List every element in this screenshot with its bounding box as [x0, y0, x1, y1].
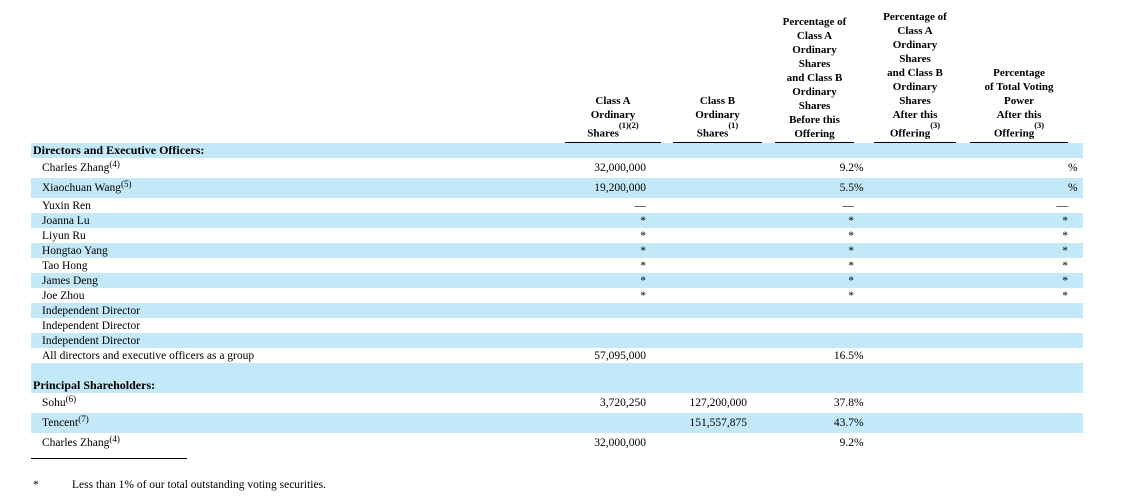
pct-before-offering-cell-unit: % [854, 397, 864, 409]
table-row [31, 288, 1083, 303]
pct-after-offering-cell [869, 433, 956, 453]
class-a-shares-cell-value: * [640, 229, 646, 242]
column-header-line: Shares [899, 95, 931, 108]
table-row [31, 273, 1083, 288]
column-header-line: Shares [798, 100, 831, 112]
footnote-reference: (5) [121, 179, 132, 189]
pct-after-offering-cell [869, 413, 956, 433]
pct-voting-power-cell [956, 243, 1083, 258]
class-b-shares-cell [661, 243, 762, 258]
column-header-pct-voting-power [956, 66, 1083, 143]
pct-before-offering-cell-value: 9.2 [839, 437, 854, 449]
table-row [31, 433, 1083, 453]
class-b-shares-cell [661, 348, 762, 363]
footnote-reference: (3) [1034, 120, 1045, 131]
pct-voting-power-cell [956, 213, 1083, 228]
shareholder-name-label: Independent Director [42, 304, 141, 317]
pct-before-offering-cell-value: 5.5 [839, 182, 854, 194]
pct-voting-power-cell [956, 273, 1083, 288]
class-b-shares-cell [661, 363, 762, 378]
shareholder-name-label: Charles Zhang [42, 162, 110, 174]
table-row [31, 213, 1083, 228]
class-b-shares-cell [661, 378, 762, 393]
class-b-shares-cell [661, 393, 762, 413]
shareholder-name-label: Independent Director [42, 334, 141, 347]
table-row [31, 303, 1083, 318]
class-b-shares-cell [661, 258, 762, 273]
column-header-line: Ordinary [792, 44, 837, 56]
class-a-shares-cell [561, 288, 661, 303]
class-a-shares-cell [561, 228, 661, 243]
pct-voting-power-cell [956, 178, 1083, 198]
class-a-shares-cell [561, 143, 661, 158]
pct-after-offering-cell [869, 333, 956, 348]
column-header-line: Ordinary [590, 109, 636, 122]
column-header-line: Class A [897, 25, 933, 38]
pct-voting-power-cell [956, 318, 1083, 333]
class-a-shares-cell [561, 363, 661, 378]
column-header-class-a-shares [561, 94, 661, 143]
table-row [31, 198, 1083, 213]
column-header-line: Offering [794, 128, 835, 140]
pct-voting-power-cell [956, 143, 1083, 158]
pct-before-offering-cell [762, 258, 869, 273]
class-a-shares-cell-value: * [640, 274, 646, 287]
pct-before-offering-cell [762, 228, 869, 243]
pct-after-offering-cell [869, 143, 956, 158]
column-header-line: Shares [798, 58, 831, 70]
class-b-shares-cell [661, 143, 762, 158]
column-header-pct-after-offering [869, 10, 956, 143]
shareholder-name-label: Sohu [42, 397, 66, 409]
pct-before-offering-cell [762, 433, 869, 453]
table-row [31, 413, 1083, 433]
shareholder-name-label: Joe Zhou [42, 289, 85, 302]
class-a-shares-cell-value: 32,000,000 [594, 162, 646, 174]
footnote-separator-line [31, 458, 187, 459]
pct-before-offering-cell-unit: % [854, 349, 864, 362]
section-header-row [31, 143, 1083, 158]
pct-voting-power-cell [956, 258, 1083, 273]
shareholder-name-label: Independent Director [42, 319, 141, 332]
pct-before-offering-cell [762, 158, 869, 178]
pct-before-offering-cell [762, 198, 869, 213]
pct-voting-power-cell [956, 413, 1083, 433]
class-a-shares-cell [561, 258, 661, 273]
column-header-line: Percentage of [782, 16, 847, 28]
column-header-line: Ordinary [792, 86, 837, 98]
footnote [33, 479, 1122, 491]
pct-voting-power-cell-value: * [1062, 244, 1068, 257]
shareholder-name-label: Yuxin Ren [42, 199, 91, 212]
class-a-shares-cell [561, 273, 661, 288]
pct-after-offering-cell [869, 198, 956, 213]
class-a-shares-cell [561, 433, 661, 453]
pct-after-offering-cell [869, 213, 956, 228]
class-b-shares-cell [661, 273, 762, 288]
pct-voting-power-cell [956, 363, 1083, 378]
pct-before-offering-cell-value: 37.8 [833, 397, 854, 409]
class-b-shares-cell-value: 127,200,000 [689, 397, 747, 409]
class-b-shares-cell [661, 178, 762, 198]
footnote-text: Less than 1% of our total outstanding voting securities. [72, 479, 326, 491]
shareholder-name-label: James Deng [42, 274, 98, 287]
pct-after-offering-cell [869, 393, 956, 413]
pct-before-offering-cell-value: 43.7 [833, 417, 854, 429]
class-b-shares-cell-value: 151,557,875 [689, 417, 747, 429]
section-title [31, 143, 561, 158]
pct-before-offering-cell [762, 243, 869, 258]
class-b-shares-cell [661, 333, 762, 348]
column-header-line: and Class B [887, 67, 943, 80]
pct-before-offering-cell-unit: % [854, 162, 864, 174]
pct-before-offering-cell [762, 413, 869, 433]
pct-before-offering-cell-value: — [842, 199, 854, 212]
class-b-shares-cell [661, 303, 762, 318]
column-header-line: After this [996, 109, 1042, 122]
table-row [31, 158, 1083, 178]
pct-after-offering-cell [869, 158, 956, 178]
column-header-line: Power [1004, 95, 1034, 108]
pct-voting-power-cell-value: * [1062, 274, 1068, 287]
class-a-shares-cell [561, 413, 661, 433]
table-row [31, 333, 1083, 348]
table-row [31, 393, 1083, 413]
pct-voting-power-cell [956, 158, 1083, 178]
column-header-line: Class A [796, 30, 833, 42]
pct-before-offering-cell-value: 9.2 [839, 162, 854, 174]
pct-before-offering-cell [762, 378, 869, 393]
pct-before-offering-cell [762, 143, 869, 158]
shareholder-name-label: Directors and Executive Officers: [33, 143, 205, 157]
class-a-shares-cell [561, 243, 661, 258]
class-a-shares-cell [561, 348, 661, 363]
class-a-shares-cell-value: 19,200,000 [594, 182, 646, 194]
pct-before-offering-cell-value: * [848, 259, 854, 272]
shareholder-name [31, 433, 561, 453]
pct-after-offering-cell [869, 318, 956, 333]
class-a-shares-cell [561, 158, 661, 178]
table-body [31, 143, 1083, 453]
pct-voting-power-cell-value: * [1062, 229, 1068, 242]
class-b-shares-cell [661, 318, 762, 333]
column-header-line: Offering$^{(3)}$ [889, 120, 941, 140]
pct-voting-power-cell [956, 433, 1083, 453]
pct-before-offering-cell-unit: % [854, 437, 864, 449]
pct-before-offering-cell [762, 318, 869, 333]
class-a-shares-cell-value: 32,000,000 [594, 437, 646, 449]
beneficial-ownership-table [31, 0, 1083, 453]
class-a-shares-cell [561, 178, 661, 198]
table-row [31, 243, 1083, 258]
class-a-shares-cell-value: * [640, 289, 646, 302]
pct-voting-power-cell [956, 333, 1083, 348]
column-header-line: Ordinary [695, 109, 740, 122]
class-b-shares-cell [661, 198, 762, 213]
shareholder-name [31, 178, 561, 198]
column-header-line: After this [892, 109, 938, 122]
pct-voting-power-cell-value: * [1062, 289, 1068, 302]
column-header-line: Class A [595, 95, 631, 108]
class-a-shares-cell [561, 213, 661, 228]
class-a-shares-cell [561, 333, 661, 348]
shareholder-name-label: Hongtao Yang [42, 244, 108, 257]
shareholder-name [31, 213, 561, 228]
class-b-shares-cell [661, 158, 762, 178]
pct-before-offering-cell-value: * [848, 289, 854, 302]
shareholder-name [31, 303, 561, 318]
pct-before-offering-cell [762, 363, 869, 378]
pct-voting-power-cell-value: — [1056, 199, 1068, 212]
footnote-reference: (1) [728, 120, 739, 131]
pct-after-offering-cell [869, 378, 956, 393]
class-a-shares-cell-value: 57,095,000 [594, 349, 646, 362]
column-header-line: Percentage of [883, 11, 947, 24]
shareholder-name-label: Charles Zhang [42, 437, 110, 449]
column-header-line: and Class B [786, 72, 843, 84]
shareholder-name [31, 243, 561, 258]
column-header-line: Class B [699, 95, 736, 108]
shareholder-name [31, 258, 561, 273]
pct-voting-power-cell [956, 378, 1083, 393]
shareholder-name [31, 318, 561, 333]
shareholder-name [31, 228, 561, 243]
class-b-shares-cell [661, 433, 762, 453]
table-row [31, 348, 1083, 363]
class-a-shares-cell-value: * [640, 214, 646, 227]
pct-before-offering-cell [762, 348, 869, 363]
pct-before-offering-cell [762, 333, 869, 348]
class-b-shares-cell [661, 288, 762, 303]
pct-before-offering-cell-value: * [848, 229, 854, 242]
class-a-shares-cell-value: — [634, 199, 646, 212]
footnote-reference: (4) [109, 159, 120, 169]
class-a-shares-cell-value: 3,720,250 [600, 397, 646, 409]
pct-after-offering-cell [869, 178, 956, 198]
shareholder-name [31, 158, 561, 178]
shareholder-name [31, 273, 561, 288]
table-row [31, 318, 1083, 333]
shareholder-name [31, 348, 561, 363]
column-header-line: of Total Voting [984, 81, 1054, 94]
table-row [31, 258, 1083, 273]
pct-before-offering-cell [762, 213, 869, 228]
pct-voting-power-cell [956, 393, 1083, 413]
column-header-line: Percentage [993, 67, 1045, 80]
shareholder-name-label: Principal Shareholders: [33, 378, 156, 392]
class-b-shares-cell [661, 213, 762, 228]
pct-after-offering-cell [869, 363, 956, 378]
pct-after-offering-cell [869, 288, 956, 303]
pct-after-offering-cell [869, 273, 956, 288]
table-header-row [31, 0, 1083, 143]
pct-voting-power-cell-unit: % [1068, 182, 1078, 194]
class-a-shares-cell-value: * [640, 244, 646, 257]
shareholder-name-label: Tao Hong [42, 259, 88, 272]
column-header-line: Before this [789, 114, 840, 126]
class-a-shares-cell [561, 378, 661, 393]
shareholder-name-label: Xiaochuan Wang [42, 182, 122, 194]
pct-voting-power-cell [956, 198, 1083, 213]
pct-after-offering-cell [869, 258, 956, 273]
shareholder-name-label: Joanna Lu [42, 214, 90, 227]
footnote-reference: (7) [78, 414, 89, 424]
pct-before-offering-cell-value: * [848, 274, 854, 287]
section-title [31, 378, 561, 393]
footnote-reference: (1)(2) [618, 120, 639, 131]
shareholder-name [31, 288, 561, 303]
shareholder-name [31, 363, 561, 378]
pct-before-offering-cell-unit: % [854, 417, 864, 429]
pct-before-offering-cell-value: 16.5 [833, 349, 854, 362]
pct-after-offering-cell [869, 228, 956, 243]
shareholder-name [31, 333, 561, 348]
column-header-line: Shares [899, 53, 931, 66]
table-row [31, 228, 1083, 243]
pct-after-offering-cell [869, 348, 956, 363]
pct-voting-power-cell [956, 348, 1083, 363]
class-a-shares-cell [561, 318, 661, 333]
shareholder-name-label: Tencent [42, 417, 79, 429]
class-a-shares-cell [561, 198, 661, 213]
spacer-row [31, 363, 1083, 378]
footnote-reference: (3) [930, 120, 941, 131]
pct-voting-power-cell-unit: % [1068, 162, 1078, 174]
column-header-pct-before-offering [762, 15, 869, 143]
pct-voting-power-cell [956, 228, 1083, 243]
column-header-line: Shares$^{(1)}$ [696, 120, 739, 140]
footnote-reference: (4) [109, 434, 120, 444]
class-a-shares-cell [561, 303, 661, 318]
pct-before-offering-cell [762, 273, 869, 288]
section-header-row [31, 378, 1083, 393]
pct-before-offering-cell-value: * [848, 244, 854, 257]
footnote-reference: (6) [65, 394, 77, 404]
pct-voting-power-cell [956, 288, 1083, 303]
class-a-shares-cell [561, 393, 661, 413]
shareholder-name-label: Liyun Ru [42, 229, 86, 242]
shareholder-name [31, 413, 561, 433]
pct-voting-power-cell-value: * [1062, 259, 1068, 272]
pct-before-offering-cell-value: * [848, 214, 854, 227]
pct-before-offering-cell [762, 393, 869, 413]
table-row [31, 178, 1083, 198]
class-b-shares-cell [661, 413, 762, 433]
pct-after-offering-cell [869, 243, 956, 258]
pct-before-offering-cell [762, 303, 869, 318]
shareholder-name [31, 393, 561, 413]
column-header-line: Ordinary [892, 81, 938, 94]
pct-voting-power-cell-value: * [1062, 214, 1068, 227]
shareholder-name [31, 198, 561, 213]
pct-before-offering-cell [762, 288, 869, 303]
column-header-line: Offering$^{(3)}$ [993, 120, 1045, 140]
footnote-symbol: * [33, 479, 39, 491]
column-header-class-b-shares [661, 94, 762, 143]
class-a-shares-cell-value: * [640, 259, 646, 272]
column-header-line: Ordinary [892, 39, 938, 52]
pct-before-offering-cell-unit: % [854, 182, 864, 194]
pct-voting-power-cell [956, 303, 1083, 318]
column-header-line: Shares$^{(1)(2)}$ [587, 120, 639, 140]
pct-after-offering-cell [869, 303, 956, 318]
shareholder-name-label: All directors and executive officers as a group [42, 349, 255, 362]
class-b-shares-cell [661, 228, 762, 243]
pct-before-offering-cell [762, 178, 869, 198]
